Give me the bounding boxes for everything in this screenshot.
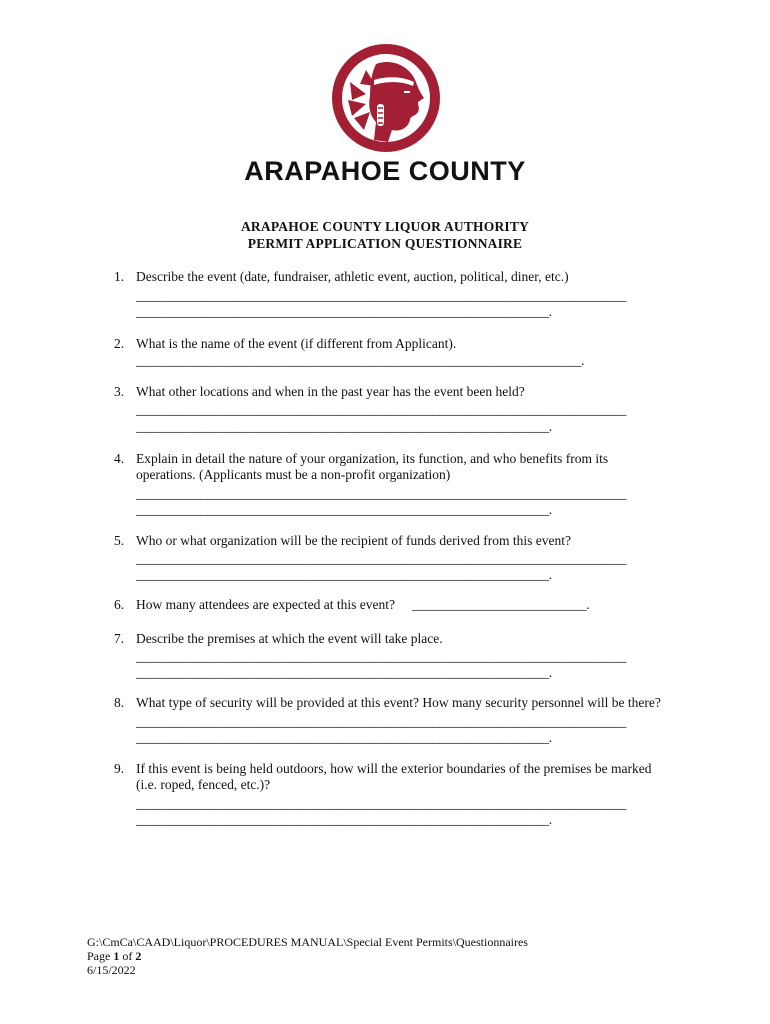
answer-line-9a[interactable]: ____________________________________________________________________________ [136,796,627,811]
question-text-line2: operations. (Applicants must be a non-profit organization) [136,467,451,482]
page-total: 2 [135,949,142,963]
question-number: 2. [114,336,125,351]
answer-line-8b[interactable]: ________________________________________________________________. [136,730,552,745]
question-number: 4. [114,451,125,466]
question-number: 8. [114,695,125,710]
question-number: 3. [114,384,125,399]
footer-file-path: G:\CmCa\CAAD\Liquor\PROCEDURES MANUAL\Special Event Permits\Questionnaires [87,935,528,949]
answer-line-7b[interactable]: ________________________________________________________________. [136,665,552,680]
answer-line-3a[interactable]: ____________________________________________________________________________ [136,402,627,417]
footer-date: 6/15/2022 [87,963,136,977]
answer-line-1a[interactable]: ____________________________________________________________________________ [136,288,627,303]
question-text-line1: If this event is being held outdoors, how will the exterior boundaries of the premises be marked [136,761,652,776]
question-text: What type of security will be provided at this event? How many security personnel will be there? [136,695,661,710]
answer-line-1b[interactable]: ________________________________________________________________. [136,304,552,319]
page-of: of [119,949,136,963]
arapahoe-county-seal-icon [330,42,442,154]
answer-line-9b[interactable]: ________________________________________________________________. [136,812,552,827]
answer-line-5a[interactable]: ____________________________________________________________________________ [136,551,627,566]
question-text-line2: (i.e. roped, fenced, etc.)? [136,777,271,792]
page-current: 1 [113,949,120,963]
document-title-line1: ARAPAHOE COUNTY LIQUOR AUTHORITY [240,219,530,234]
answer-line-4b[interactable]: ________________________________________________________________. [136,502,552,517]
question-number: 9. [114,761,125,776]
answer-line-8a[interactable]: ____________________________________________________________________________ [136,714,627,729]
attendee-count-blank[interactable]: ___________________________. [412,597,590,612]
answer-line-5b[interactable]: ________________________________________________________________. [136,567,552,582]
page-prefix: Page [87,949,114,963]
question-text: Describe the premises at which the event will take place. [136,631,443,646]
question-text-line1: Explain in detail the nature of your organization, its function, and who benefits from its [136,451,609,466]
question-number: 1. [114,269,125,284]
answer-line-7a[interactable]: ____________________________________________________________________________ [136,649,627,664]
organization-name: ARAPAHOE COUNTY [244,156,526,186]
footer-page-number [87,949,141,963]
answer-line-4a[interactable]: ____________________________________________________________________________ [136,486,627,501]
question-text: What other locations and when in the past year has the event been held? [136,384,525,399]
answer-line-3b[interactable]: ________________________________________________________________. [136,419,552,434]
question-text: What is the name of the event (if different from Applicant). [136,336,457,351]
answer-line-2a[interactable]: _____________________________________________________________________. [136,353,585,368]
question-text: Who or what organization will be the recipient of funds derived from this event? [136,533,571,548]
question-number: 5. [114,533,125,548]
question-number: 6. [114,597,125,612]
question-text: Describe the event (date, fundraiser, athletic event, auction, political, diner, etc.) [136,269,569,284]
document-title-line2: PERMIT APPLICATION QUESTIONNAIRE [247,236,523,251]
question-number: 7. [114,631,125,646]
question-text: How many attendees are expected at this event? [136,597,396,612]
